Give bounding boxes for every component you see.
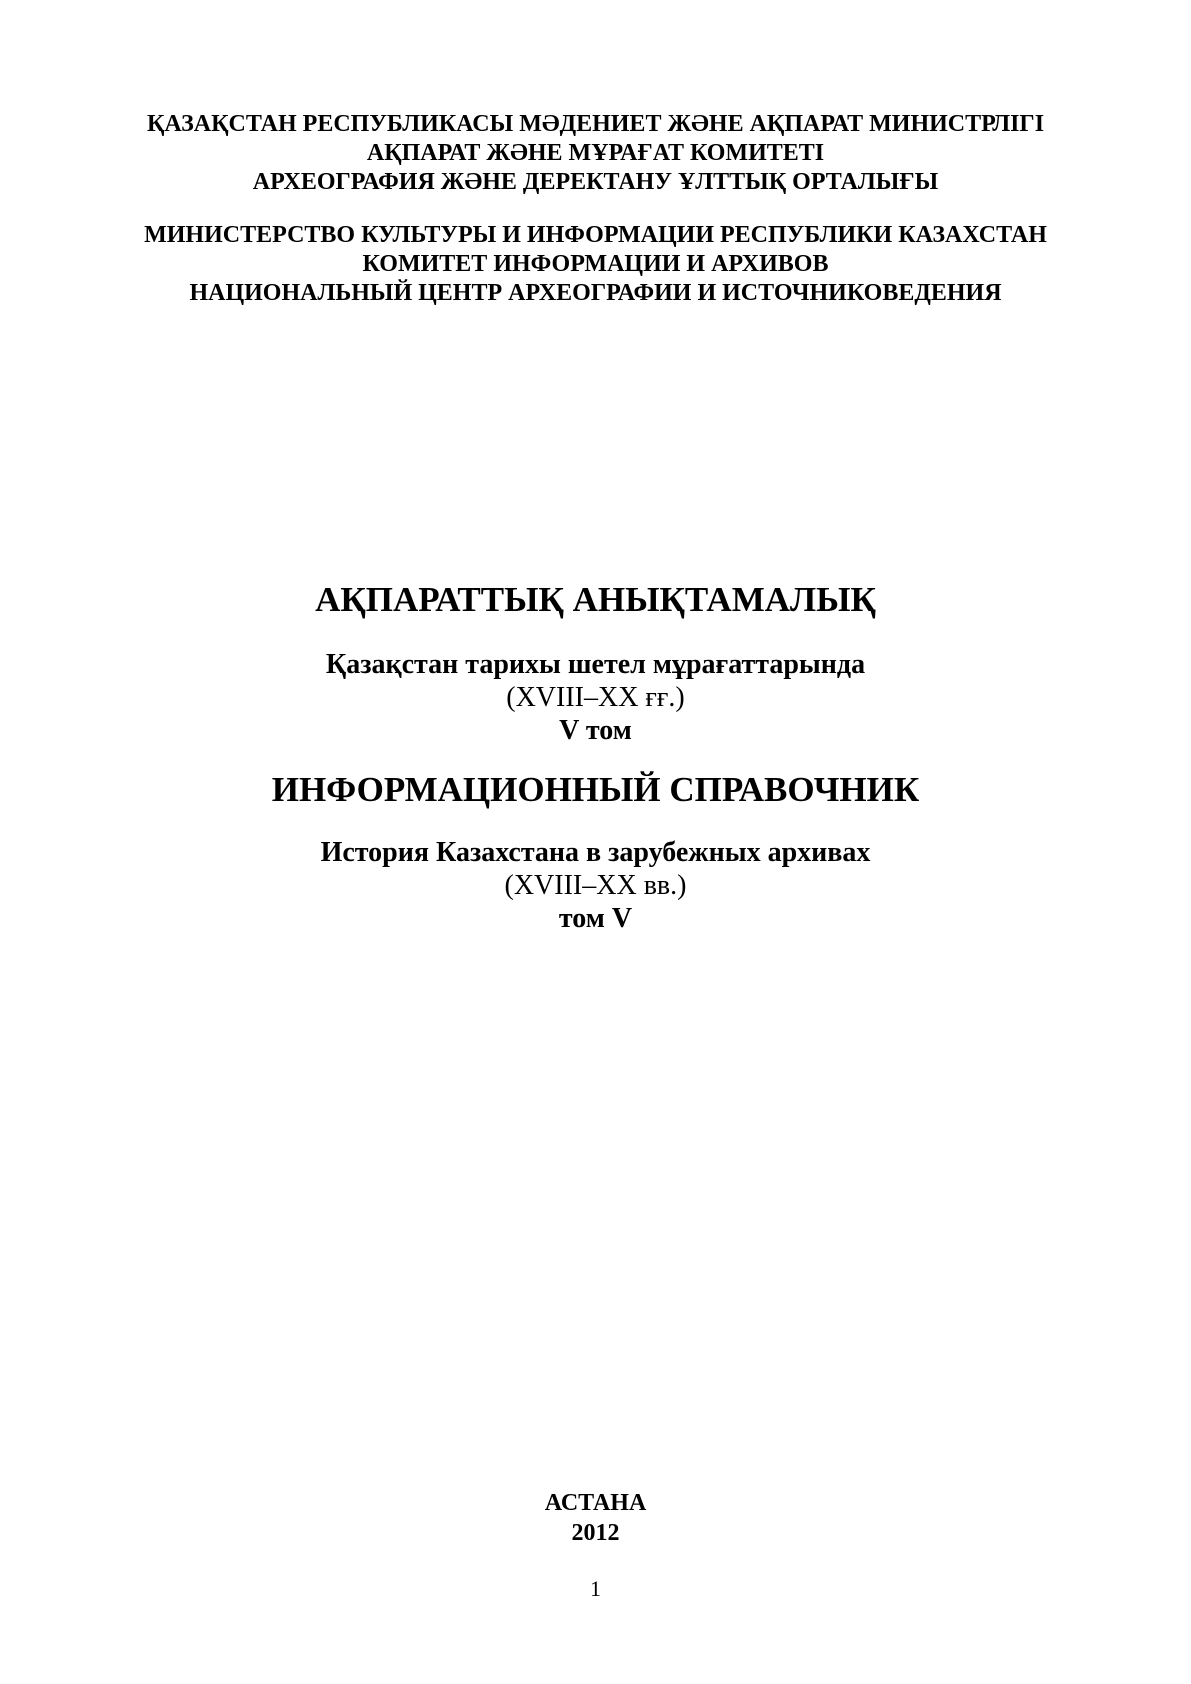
subtitle-kk-line1: Қазақстан тарихы шетел мұрағаттарында (325, 649, 866, 680)
subtitle-kk-volume: V том (559, 715, 632, 746)
subtitle-block-kazakh (0, 648, 1191, 747)
org-line-ru-1: МИНИСТЕРСТВО КУЛЬТУРЫ И ИНФОРМАЦИИ РЕСПУБЛИКИ КАЗАХСТАН (144, 222, 1047, 248)
org-line-kk-1: ҚАЗАҚСТАН РЕСПУБЛИКАСЫ МӘДЕНИЕТ ЖӘНЕ АҚПАРАТ МИНИСТРЛІГІ (146, 111, 1045, 137)
org-line-kk-2: АҚПАРАТ ЖӘНЕ МҰРАҒАТ КОМИТЕТІ (366, 140, 825, 166)
imprint-block (0, 1488, 1191, 1548)
org-line-ru-3: НАЦИОНАЛЬНЫЙ ЦЕНТР АРХЕОГРАФИИ И ИСТОЧНИКОВЕДЕНИЯ (189, 280, 1002, 306)
page-number: 1 (590, 1576, 601, 1601)
subtitle-block-russian (0, 836, 1191, 935)
publisher-block-kazakh (0, 110, 1191, 197)
subtitle-kk-years: (XVIII–XX ғғ.) (506, 682, 685, 713)
org-line-kk-3: АРХЕОГРАФИЯ ЖӘНЕ ДЕРЕКТАНУ ҰЛТТЫҚ ОРТАЛЫҒЫ (252, 169, 939, 195)
imprint-city: АСТАНА (544, 1490, 647, 1516)
title-russian: ИНФОРМАЦИОННЫЙ СПРАВОЧНИК (271, 770, 920, 809)
org-line-ru-2: КОМИТЕТ ИНФОРМАЦИИ И АРХИВОВ (362, 251, 829, 277)
publisher-block-russian (0, 221, 1191, 308)
subtitle-ru-line1: История Казахстана в зарубежных архивах (320, 837, 871, 868)
title-kazakh: АҚПАРАТТЫҚ АНЫҚТАМАЛЫҚ (315, 580, 876, 619)
imprint-year: 2012 (571, 1520, 620, 1546)
subtitle-ru-years: (XVIII–XX вв.) (504, 870, 687, 901)
subtitle-ru-volume: том V (558, 903, 633, 934)
